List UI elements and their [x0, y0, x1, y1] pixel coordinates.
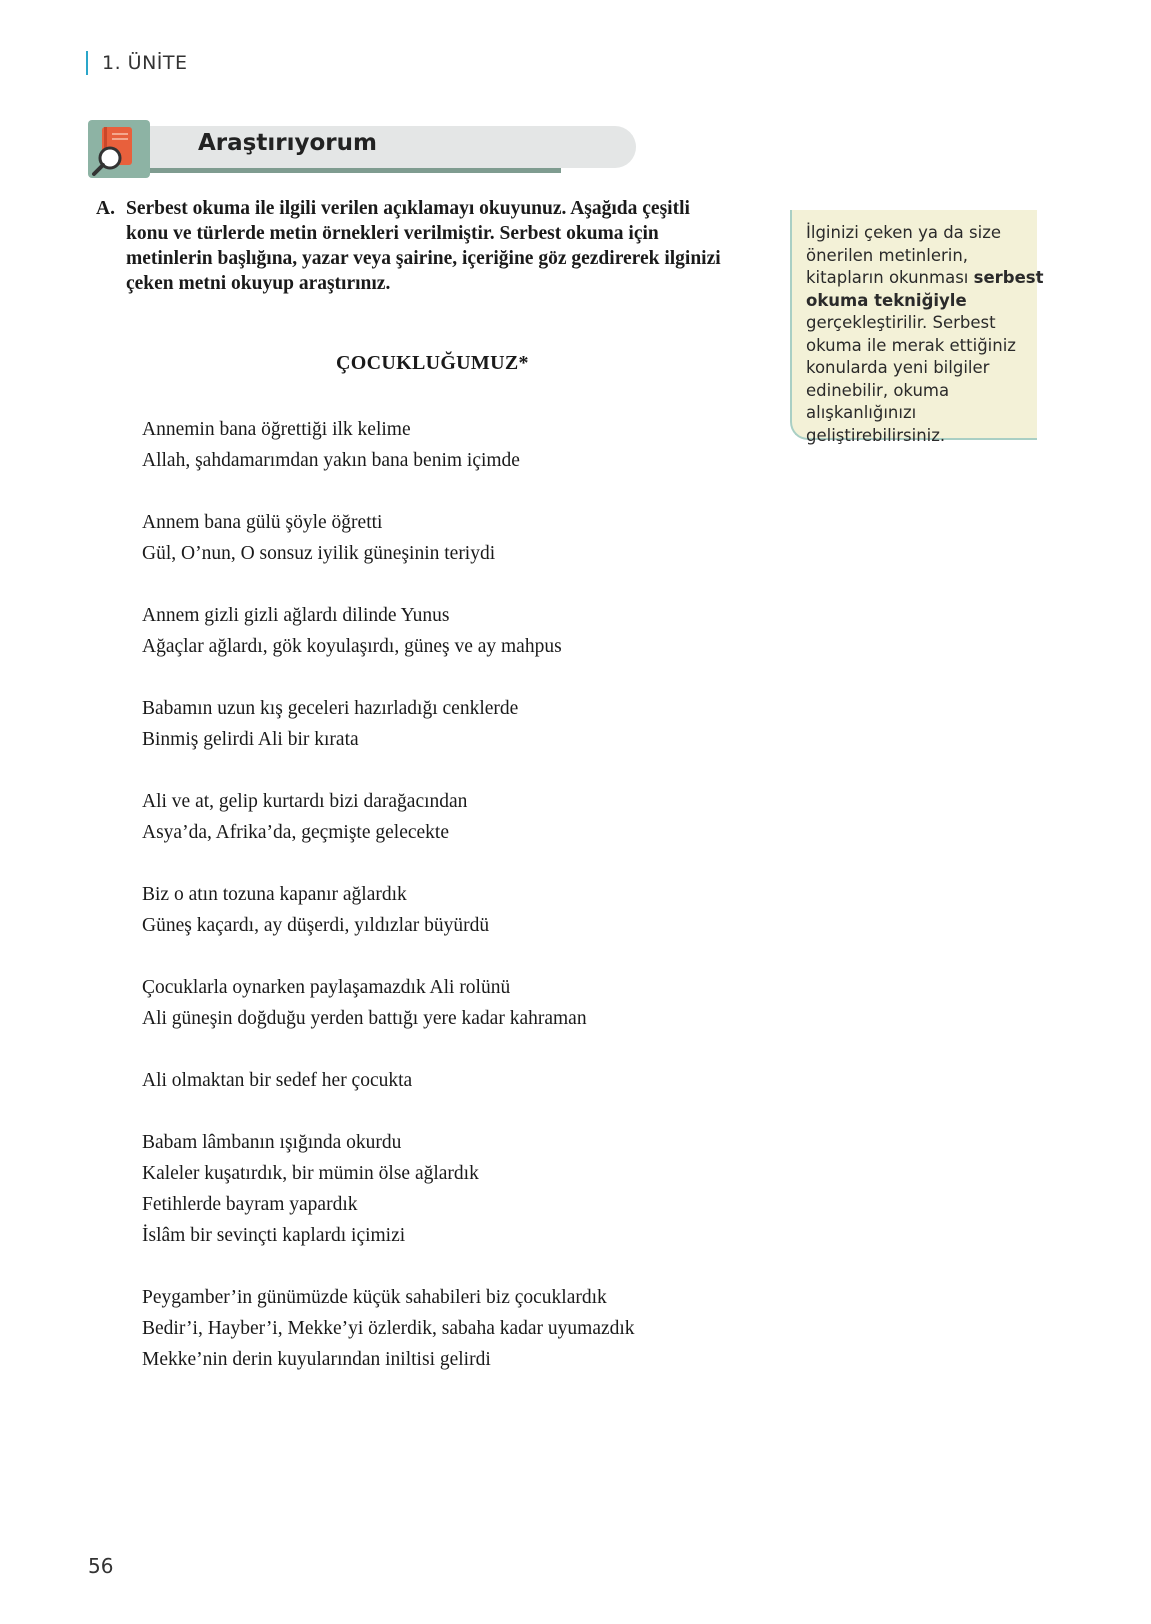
- section-title: Araştırıyorum: [198, 130, 377, 156]
- poem-stanza: [142, 1127, 762, 1251]
- poem-line: Ali güneşin doğduğu yerden battığı yere kadar kahraman: [142, 1008, 587, 1029]
- poem-line: Çocuklarla oynarken paylaşamazdık Ali rolünü: [142, 977, 511, 998]
- side-note-bold: serbest okuma tekniğiyle: [806, 268, 1044, 310]
- poem-line: Asya’da, Afrika’da, geçmişte gelecekte: [142, 822, 449, 843]
- poem-line: Fetihlerde bayram yapardık: [142, 1194, 358, 1215]
- instruction-letter: A.: [96, 198, 115, 219]
- poem-stanza: [142, 786, 762, 848]
- poem-line: Mekke’nin derin kuyularından iniltisi gelirdi: [142, 1349, 491, 1370]
- poem-stanza: [142, 693, 762, 755]
- poem-line: Ağaçlar ağlardı, gök koyulaşırdı, güneş ve ay mahpus: [142, 636, 562, 657]
- poem-line: Ali olmaktan bir sedef her çocukta: [142, 1070, 413, 1091]
- unit-header: [86, 50, 188, 76]
- banner-underline: [143, 168, 561, 173]
- section-banner: [88, 120, 548, 180]
- side-note: [790, 210, 1044, 445]
- poem-line: Binmiş gelirdi Ali bir kırata: [142, 729, 359, 750]
- poem-stanza: [142, 972, 762, 1034]
- poem-line: Babam lâmbanın ışığında okurdu: [142, 1132, 402, 1153]
- poem-line: Biz o atın tozuna kapanır ağlardık: [142, 884, 407, 905]
- poem-title: ÇOCUKLUĞUMUZ*: [336, 352, 529, 374]
- poem-stanza: [142, 414, 762, 476]
- poem-stanza: [142, 507, 762, 569]
- poem-body: [142, 414, 762, 1406]
- instruction-block: [96, 196, 736, 296]
- poem-stanza: [142, 1065, 762, 1096]
- poem-line: Annem bana gülü şöyle öğretti: [142, 512, 383, 533]
- poem-line: Güneş kaçardı, ay düşerdi, yıldızlar büyürdü: [142, 915, 490, 936]
- page-number: 56: [88, 1554, 114, 1578]
- unit-accent-bar: [86, 51, 88, 75]
- unit-title: 1. ÜNİTE: [102, 52, 188, 74]
- side-note-text: [806, 222, 1046, 447]
- banner-icon-box: [88, 120, 150, 178]
- poem-stanza: [142, 600, 762, 662]
- instruction-text: Serbest okuma ile ilgili verilen açıklamayı okuyunuz. Aşağıda çeşitli konu ve türlerde metin örnekleri verilmiştir. Serbest okuma için metinlerin başlığına, yazar veya şairine, içeriğine göz gezdirerek ilginizi çeken metni okuyup araştırınız.: [126, 198, 721, 294]
- poem-line: Allah, şahdamarımdan yakın bana benim içimde: [142, 450, 520, 471]
- poem-line: Kaleler kuşatırdık, bir mümin ölse ağlardık: [142, 1163, 479, 1184]
- poem-line: Bedir’i, Hayber’i, Mekke’yi özlerdik, sabaha kadar uyumazdık: [142, 1318, 635, 1339]
- side-note-text-after: gerçekleştirilir. Serbest okuma ile merak ettiğiniz konularda yeni bilgiler edinebilir, okuma alışkanlığınızı geliştirebilirsiniz.: [806, 313, 1016, 445]
- poem-line: İslâm bir sevinçti kaplardı içimizi: [142, 1225, 406, 1246]
- poem-line: Annemin bana öğrettiği ilk kelime: [142, 419, 411, 440]
- poem-stanza: [142, 1282, 762, 1375]
- poem-line: Gül, O’nun, O sonsuz iyilik güneşinin teriydi: [142, 543, 496, 564]
- poem-line: Peygamber’in günümüzde küçük sahabileri biz çocuklardık: [142, 1287, 607, 1308]
- poem-line: Ali ve at, gelip kurtardı bizi darağacından: [142, 791, 468, 812]
- poem-stanza: [142, 879, 762, 941]
- side-note-text-before: İlginizi çeken ya da size önerilen metinlerin, kitapların okunması: [806, 223, 1002, 287]
- poem-line: Babamın uzun kış geceleri hazırladığı cenklerde: [142, 698, 519, 719]
- book-magnifier-icon: [88, 120, 150, 178]
- poem-line: Annem gizli gizli ağlardı dilinde Yunus: [142, 605, 450, 626]
